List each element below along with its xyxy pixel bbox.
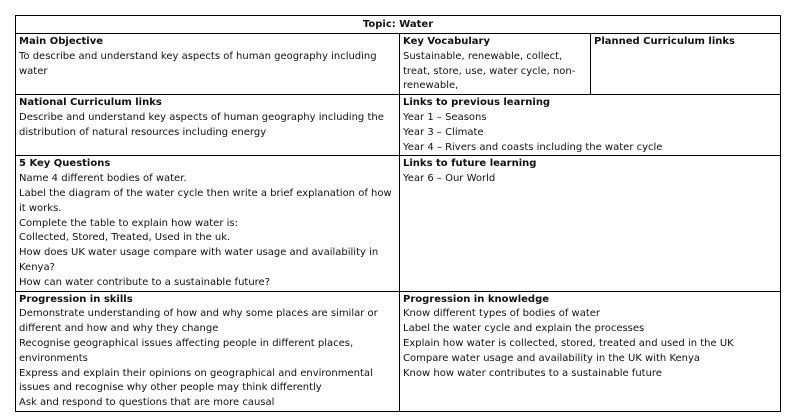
key-questions-cell	[16, 156, 400, 291]
key-question: How can water contribute to a sustainable future?	[19, 276, 271, 288]
key-question: Collected, Stored, Treated, Used in the uk.	[19, 232, 231, 244]
skill-item: Recognise geographical issues affecting people in different places, environments	[19, 337, 354, 364]
future-learning-item: Year 6 – Our World	[403, 173, 496, 185]
national-curriculum-heading: National Curriculum links	[19, 97, 162, 109]
future-learning-heading: Links to future learning	[403, 158, 537, 170]
key-vocabulary-cell	[400, 34, 591, 95]
planned-curriculum-heading: Planned Curriculum links	[594, 36, 735, 47]
key-question: Complete the table to explain how water is:	[19, 217, 238, 229]
main-objective-heading: Main Objective	[19, 36, 104, 47]
topic-title: Topic: Water	[16, 16, 781, 34]
skill-item: Express and explain their opinions on geographical and environmental issues and recognise why other people may think differently	[19, 367, 373, 394]
skill-item: Demonstrate understanding of how and why some places are similar or different and how and why they change	[19, 308, 378, 335]
progression-knowledge-cell	[400, 291, 781, 411]
planning-table	[15, 15, 781, 412]
main-objective-cell	[16, 34, 400, 95]
national-curriculum-cell	[16, 95, 400, 156]
national-curriculum-text: Describe and understand key aspects of human geography including the distribution of natural resources including energy	[19, 111, 384, 138]
knowledge-item: Compare water usage and availability in the UK with Kenya	[403, 352, 701, 364]
future-learning-cell	[400, 156, 781, 291]
knowledge-item: Explain how water is collected, stored, treated and used in the UK	[403, 337, 734, 349]
skill-item: Ask and respond to questions that are more causal	[19, 397, 275, 409]
previous-learning-item: Year 4 – Rivers and coasts including the water cycle	[403, 141, 663, 153]
knowledge-item: Know how water contributes to a sustainable future	[403, 367, 662, 379]
planned-curriculum-cell	[591, 34, 781, 95]
key-question: Name 4 different bodies of water.	[19, 173, 187, 185]
previous-learning-cell	[400, 95, 781, 156]
key-question: How does UK water usage compare with water usage and availability in Kenya?	[19, 247, 379, 273]
knowledge-item: Label the water cycle and explain the processes	[403, 323, 645, 335]
previous-learning-item: Year 3 – Climate	[403, 126, 484, 138]
main-objective-text: To describe and understand key aspects of human geography including water	[19, 50, 377, 77]
previous-learning-heading: Links to previous learning	[403, 97, 551, 109]
key-vocabulary-heading: Key Vocabulary	[403, 36, 490, 47]
progression-skills-cell	[16, 291, 400, 411]
key-question: Label the diagram of the water cycle then write a brief explanation of how it works.	[19, 187, 392, 214]
previous-learning-item: Year 1 – Seasons	[403, 111, 487, 123]
progression-skills-heading: Progression in skills	[19, 293, 133, 305]
key-questions-heading: 5 Key Questions	[19, 158, 111, 170]
knowledge-item: Know different types of bodies of water	[403, 308, 601, 320]
progression-knowledge-heading: Progression in knowledge	[403, 293, 550, 305]
key-vocabulary-text: Sustainable, renewable, collect, treat, store, use, water cycle, non-renewable,	[403, 50, 576, 92]
